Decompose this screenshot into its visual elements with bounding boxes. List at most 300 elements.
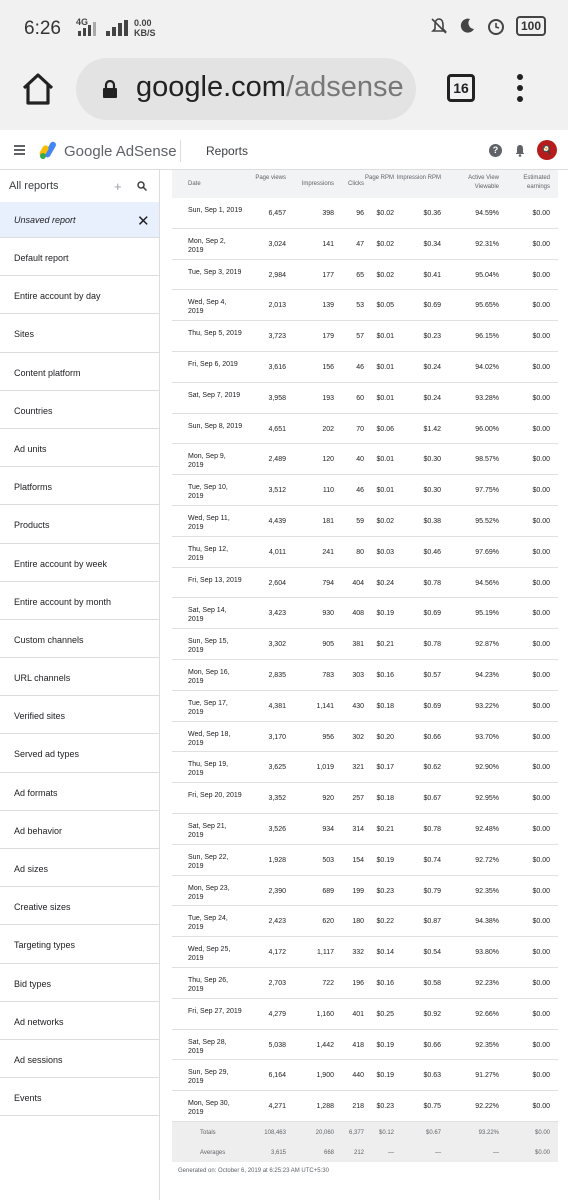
network-speed xyxy=(134,18,156,38)
table-cell: $0.02 xyxy=(376,240,394,248)
table-cell: $0.01 xyxy=(376,394,394,402)
table-cell: $0.02 xyxy=(376,210,394,217)
table-cell: $0.19 xyxy=(376,1041,394,1049)
table-cell: 46 xyxy=(356,363,364,371)
lock-icon xyxy=(102,80,118,98)
table-cell: 2,984 xyxy=(268,271,286,279)
table-cell: 2,390 xyxy=(268,887,286,895)
add-report-button[interactable]: + xyxy=(114,179,122,194)
totals-value: 93.22% xyxy=(478,1130,499,1136)
mute-icon xyxy=(430,17,448,35)
sidebar-item[interactable]: Targeting types xyxy=(0,925,159,963)
averages-label: Averages xyxy=(200,1150,226,1156)
table-cell: 57 xyxy=(356,333,364,341)
table-cell: 2,604 xyxy=(268,579,286,587)
table-cell: $0.00 xyxy=(532,333,550,341)
table-cell: $0.22 xyxy=(376,918,394,926)
cell-date: Sun, Sep 29, 2019 xyxy=(188,1069,229,1086)
table-cell: 1,141 xyxy=(316,702,334,710)
table-row xyxy=(172,198,558,229)
table-row xyxy=(172,999,558,1030)
table-row xyxy=(172,968,558,999)
table-cell: $0.00 xyxy=(532,487,550,495)
table-row xyxy=(172,752,558,783)
table-cell: 4,439 xyxy=(268,517,286,525)
table-cell: $0.69 xyxy=(423,702,441,710)
sidebar-header xyxy=(0,170,159,202)
sidebar-item[interactable]: Entire account by day xyxy=(0,276,159,314)
table-cell: 97.75% xyxy=(475,487,499,495)
averages-value: — xyxy=(493,1150,499,1156)
url-path: /adsense xyxy=(285,71,404,103)
table-cell: 4,011 xyxy=(269,548,286,556)
table-cell: 110 xyxy=(322,487,334,495)
totals-value: $0.00 xyxy=(534,1130,550,1136)
cell-date: Mon, Sep 9, 2019 xyxy=(188,453,226,470)
table-cell: $0.00 xyxy=(532,641,550,649)
table-cell: $0.87 xyxy=(423,918,441,926)
cell-date: Mon, Sep 23, 2019 xyxy=(188,884,230,901)
table-row xyxy=(172,414,558,445)
browser-menu-icon[interactable] xyxy=(516,74,524,106)
table-cell: 196 xyxy=(352,979,364,987)
table-cell: 4,271 xyxy=(268,1103,286,1111)
sidebar-item[interactable]: Default report xyxy=(0,238,159,276)
table-cell: 302 xyxy=(352,733,364,741)
table-cell: 3,616 xyxy=(268,363,286,371)
table-cell: 4,172 xyxy=(268,949,286,957)
table-cell: $0.19 xyxy=(376,1072,394,1080)
table-cell: 905 xyxy=(322,641,334,649)
table-cell: $0.00 xyxy=(532,825,550,833)
table-cell: 95.19% xyxy=(475,610,499,618)
cell-date: Thu, Sep 5, 2019 xyxy=(188,330,242,338)
table-cell: 783 xyxy=(322,671,334,679)
totals-value: 108,463 xyxy=(264,1130,286,1136)
averages-value: 212 xyxy=(353,1150,364,1156)
table-cell: $0.62 xyxy=(423,764,441,772)
averages-value: — xyxy=(435,1150,441,1156)
cell-date: Thu, Sep 26, 2019 xyxy=(188,976,229,993)
search-icon[interactable] xyxy=(137,181,147,191)
sidebar-item[interactable]: Ad units xyxy=(0,429,159,467)
table-cell: $0.00 xyxy=(532,210,550,217)
table-cell: $0.18 xyxy=(376,702,394,710)
sidebar-item-unsaved-report[interactable] xyxy=(0,202,159,238)
cell-date: Sun, Sep 8, 2019 xyxy=(188,422,243,430)
table-cell: 47 xyxy=(356,240,364,248)
cell-date: Fri, Sep 6, 2019 xyxy=(188,360,238,368)
sidebar-item[interactable]: Ad sizes xyxy=(0,849,159,887)
cell-date: Fri, Sep 27, 2019 xyxy=(188,1007,242,1015)
table-cell: 257 xyxy=(352,795,364,803)
table-row xyxy=(172,814,558,845)
table-cell: 59 xyxy=(356,517,364,525)
table-cell: $0.24 xyxy=(423,363,441,371)
column-header[interactable]: Date xyxy=(188,181,201,187)
table-cell: $0.30 xyxy=(423,487,441,495)
battery-indicator: 100 xyxy=(516,16,546,36)
column-header[interactable]: Clicks xyxy=(348,181,364,187)
table-cell: $0.38 xyxy=(423,517,441,525)
table-row xyxy=(172,906,558,937)
table-row xyxy=(172,1091,558,1122)
table-cell: $0.00 xyxy=(532,548,550,556)
table-cell: $0.16 xyxy=(376,671,394,679)
table-row xyxy=(172,537,558,568)
table-cell: 156 xyxy=(322,363,334,371)
help-icon[interactable]: ? xyxy=(489,144,502,157)
table-row xyxy=(172,352,558,383)
table-cell: $0.02 xyxy=(376,517,394,525)
table-cell: 92.95% xyxy=(475,795,499,803)
table-cell: 94.38% xyxy=(475,918,499,926)
table-cell: 181 xyxy=(322,517,334,525)
unsaved-report-label: Unsaved report xyxy=(14,215,76,225)
browser-toolbar xyxy=(0,58,568,130)
table-cell: $0.19 xyxy=(376,610,394,618)
alarm-icon xyxy=(486,16,506,36)
cell-date: Wed, Sep 11, 2019 xyxy=(188,514,230,531)
sidebar-item[interactable]: Creative sizes xyxy=(0,887,159,925)
table-cell: $0.21 xyxy=(376,825,394,833)
table-row xyxy=(172,722,558,753)
cell-date: Sat, Sep 14, 2019 xyxy=(188,607,227,624)
table-cell: 92.23% xyxy=(475,979,499,987)
cell-date: Sat, Sep 28, 2019 xyxy=(188,1038,227,1055)
cell-date: Sun, Sep 22, 2019 xyxy=(188,853,229,870)
speed-value: 0.00 xyxy=(134,18,152,28)
table-cell: 95.52% xyxy=(475,517,499,525)
signal-icon xyxy=(78,22,100,36)
totals-value: $0.67 xyxy=(425,1130,441,1136)
table-cell: $0.69 xyxy=(423,302,441,310)
table-cell: $0.66 xyxy=(423,733,441,741)
table-cell: $0.00 xyxy=(532,610,550,618)
table-cell: 408 xyxy=(352,610,364,618)
report-table-area xyxy=(160,170,568,1200)
table-cell: 1,288 xyxy=(316,1103,334,1111)
sidebar-item[interactable]: Verified sites xyxy=(0,696,159,734)
table-row xyxy=(172,937,558,968)
table-cell: 95.65% xyxy=(475,302,499,310)
table-cell: 3,170 xyxy=(268,733,286,741)
table-cell: $0.00 xyxy=(532,918,550,926)
table-cell: 4,651 xyxy=(268,425,286,433)
cell-date: Thu, Sep 12, 2019 xyxy=(188,545,229,562)
table-cell: $0.75 xyxy=(423,1103,441,1111)
table-cell: 60 xyxy=(356,394,364,402)
table-cell: 1,442 xyxy=(316,1041,334,1049)
table-cell: $0.58 xyxy=(423,979,441,987)
table-cell: 95.04% xyxy=(475,271,499,279)
notifications-icon[interactable] xyxy=(514,144,526,157)
table-cell: $0.02 xyxy=(376,271,394,279)
sidebar-item[interactable]: Platforms xyxy=(0,467,159,505)
table-cell: $0.00 xyxy=(532,702,550,710)
sidebar-item[interactable]: Ad sessions xyxy=(0,1040,159,1078)
cell-date: Fri, Sep 20, 2019 xyxy=(188,792,242,800)
reports-sidebar xyxy=(0,170,160,1200)
table-cell: $0.41 xyxy=(423,271,441,279)
table-cell: 440 xyxy=(352,1072,364,1080)
table-cell: 98.57% xyxy=(475,456,499,464)
table-cell: $0.01 xyxy=(376,487,394,495)
table-cell: 418 xyxy=(352,1041,364,1049)
table-cell: 97.69% xyxy=(475,548,499,556)
status-bar xyxy=(0,0,568,58)
table-cell: $0.00 xyxy=(532,1010,550,1018)
table-cell: 314 xyxy=(352,825,364,833)
moon-icon xyxy=(458,17,476,35)
column-header[interactable]: Impressions xyxy=(301,181,334,187)
table-row xyxy=(172,1060,558,1091)
brand-name: Google AdSense xyxy=(64,143,177,160)
table-cell: 199 xyxy=(352,887,364,895)
table-cell: $0.24 xyxy=(376,579,394,587)
totals-value: 20,060 xyxy=(315,1130,334,1136)
totals-label: Totals xyxy=(200,1130,216,1136)
cell-date: Sun, Sep 1, 2019 xyxy=(188,207,243,214)
table-cell: $0.00 xyxy=(532,363,550,371)
table-cell: $0.25 xyxy=(376,1010,394,1018)
table-cell: $0.23 xyxy=(423,333,441,341)
averages-value: — xyxy=(388,1150,394,1156)
cell-date: Thu, Sep 19, 2019 xyxy=(188,761,229,778)
table-cell: 177 xyxy=(322,271,334,279)
table-cell: $0.00 xyxy=(532,733,550,741)
table-cell: $0.00 xyxy=(532,1103,550,1111)
network-type: 4G xyxy=(76,17,89,27)
table-cell: $0.14 xyxy=(376,949,394,957)
table-cell: 141 xyxy=(322,240,334,248)
column-header[interactable]: Page RPM xyxy=(364,175,394,181)
table-cell: 193 xyxy=(322,394,334,402)
table-cell: $0.00 xyxy=(532,979,550,987)
averages-row xyxy=(172,1146,558,1162)
sidebar-item[interactable]: Events xyxy=(0,1078,159,1116)
table-cell: 430 xyxy=(352,702,364,710)
table-cell: 1,900 xyxy=(316,1072,334,1080)
sidebar-item[interactable]: Entire account by month xyxy=(0,582,159,620)
sidebar-item[interactable]: Custom channels xyxy=(0,620,159,658)
table-cell: $0.24 xyxy=(423,394,441,402)
table-cell: 93.70% xyxy=(475,733,499,741)
table-cell: $0.18 xyxy=(376,795,394,803)
table-cell: 92.22% xyxy=(475,1103,499,1111)
table-cell: $0.00 xyxy=(532,456,550,464)
table-cell: 93.28% xyxy=(475,394,499,402)
table-cell: 180 xyxy=(352,918,364,926)
table-cell: $0.78 xyxy=(423,641,441,649)
sidebar-item[interactable]: Sites xyxy=(0,314,159,352)
table-cell: 4,279 xyxy=(268,1010,286,1018)
table-cell: $0.05 xyxy=(376,302,394,310)
averages-value: 668 xyxy=(323,1150,334,1156)
table-row xyxy=(172,383,558,414)
table-cell: 2,423 xyxy=(268,918,286,926)
table-cell: 120 xyxy=(322,456,334,464)
table-cell: 94.23% xyxy=(475,671,499,679)
table-cell: $0.34 xyxy=(423,240,441,248)
table-cell: $0.16 xyxy=(376,979,394,987)
cell-date: Fri, Sep 13, 2019 xyxy=(188,576,242,584)
table-cell: 2,013 xyxy=(268,302,286,310)
address-bar[interactable] xyxy=(76,58,416,120)
table-cell: 202 xyxy=(322,425,334,433)
table-cell: 2,489 xyxy=(268,456,286,464)
table-cell: 3,024 xyxy=(268,240,286,248)
table-cell: $0.69 xyxy=(423,610,441,618)
table-cell: 4,381 xyxy=(268,702,286,710)
hamburger-menu-icon[interactable] xyxy=(14,145,25,154)
table-cell: $0.06 xyxy=(376,425,394,433)
table-cell: 94.02% xyxy=(475,363,499,371)
table-cell: 53 xyxy=(356,302,364,310)
page-title: Reports xyxy=(206,144,249,158)
sidebar-item[interactable]: URL channels xyxy=(0,658,159,696)
sidebar-item[interactable]: Ad behavior xyxy=(0,811,159,849)
speed-unit: KB/S xyxy=(134,28,156,38)
table-row xyxy=(172,475,558,506)
status-time: 6:26 xyxy=(24,18,61,39)
status-icons xyxy=(430,16,546,36)
sidebar-list xyxy=(0,238,159,1116)
table-cell: $0.66 xyxy=(423,1041,441,1049)
totals-value: 6,377 xyxy=(348,1130,364,1136)
totals-row xyxy=(172,1122,558,1146)
table-cell: 3,302 xyxy=(268,641,286,649)
table-cell: 6,164 xyxy=(268,1072,286,1080)
table-body xyxy=(172,198,558,1122)
column-header[interactable]: Impression RPM xyxy=(396,175,441,181)
table-cell: $0.00 xyxy=(532,1041,550,1049)
table-cell: $0.19 xyxy=(376,856,394,864)
table-cell: $0.01 xyxy=(376,363,394,371)
table-cell: 96 xyxy=(356,210,364,217)
table-cell: 139 xyxy=(322,302,334,310)
table-cell: $0.03 xyxy=(376,548,394,556)
sidebar-item[interactable]: Served ad types xyxy=(0,734,159,772)
table-row xyxy=(172,1030,558,1061)
table-cell: 3,526 xyxy=(268,825,286,833)
table-row xyxy=(172,629,558,660)
column-header[interactable]: Active View Viewable xyxy=(468,175,499,190)
sidebar-item[interactable]: Ad formats xyxy=(0,773,159,811)
table-cell: 3,352 xyxy=(268,795,286,803)
table-row xyxy=(172,260,558,291)
table-cell: 94.59% xyxy=(475,210,499,217)
table-row xyxy=(172,783,558,814)
table-row xyxy=(172,660,558,691)
table-cell: $0.00 xyxy=(532,579,550,587)
table-cell: $0.17 xyxy=(376,764,394,772)
table-cell: $0.54 xyxy=(423,949,441,957)
table-cell: $0.00 xyxy=(532,517,550,525)
table-cell: 154 xyxy=(352,856,364,864)
table-cell: 934 xyxy=(322,825,334,833)
table-cell: 92.87% xyxy=(475,641,499,649)
column-header[interactable]: Page views xyxy=(255,175,286,181)
table-cell: 321 xyxy=(352,764,364,772)
table-cell: 620 xyxy=(322,918,334,926)
cell-date: Sat, Sep 7, 2019 xyxy=(188,391,241,399)
table-cell: 2,703 xyxy=(268,979,286,987)
sidebar-item[interactable]: Products xyxy=(0,505,159,543)
table-cell: $0.92 xyxy=(423,1010,441,1018)
table-cell: $1.42 xyxy=(423,425,441,433)
table-cell: 794 xyxy=(322,579,334,587)
table-cell: 80 xyxy=(356,548,364,556)
table-cell: 92.48% xyxy=(475,825,499,833)
table-cell: 46 xyxy=(356,487,364,495)
table-cell: $0.79 xyxy=(423,887,441,895)
sidebar-item[interactable]: Bid types xyxy=(0,964,159,1002)
sidebar-title: All reports xyxy=(9,180,59,192)
table-cell: $0.78 xyxy=(423,825,441,833)
sidebar-item[interactable]: Content platform xyxy=(0,353,159,391)
table-cell: 6,457 xyxy=(268,210,286,217)
table-cell: 401 xyxy=(352,1010,364,1018)
table-cell: 65 xyxy=(356,271,364,279)
table-row xyxy=(172,598,558,629)
cell-date: Tue, Sep 17, 2019 xyxy=(188,699,228,716)
table-cell: 930 xyxy=(322,610,334,618)
home-icon[interactable] xyxy=(20,72,56,106)
table-cell: 92.35% xyxy=(475,887,499,895)
sidebar-item[interactable]: Entire account by week xyxy=(0,544,159,582)
table-cell: 96.00% xyxy=(475,425,499,433)
table-cell: $0.00 xyxy=(532,1072,550,1080)
table-cell: 241 xyxy=(322,548,334,556)
cell-date: Mon, Sep 30, 2019 xyxy=(188,1100,230,1117)
table-cell: 1,019 xyxy=(316,764,334,772)
table-cell: 303 xyxy=(352,671,364,679)
avatar[interactable]: 🍳 xyxy=(537,140,557,160)
table-cell: 3,512 xyxy=(268,487,286,495)
url-text xyxy=(136,71,404,104)
table-cell: $0.21 xyxy=(376,641,394,649)
table-cell: 70 xyxy=(356,425,364,433)
table-cell: $0.30 xyxy=(423,456,441,464)
table-cell: 92.90% xyxy=(475,764,499,772)
table-cell: 91.27% xyxy=(475,1072,499,1080)
sidebar-item[interactable]: Ad networks xyxy=(0,1002,159,1040)
table-cell: 3,723 xyxy=(268,333,286,341)
table-cell: 3,625 xyxy=(268,764,286,772)
table-cell: $0.00 xyxy=(532,240,550,248)
table-cell: 503 xyxy=(322,856,334,864)
table-cell: $0.67 xyxy=(423,795,441,803)
tab-switcher-button[interactable]: 16 xyxy=(447,74,475,102)
table-cell: 94.56% xyxy=(475,579,499,587)
cell-date: Mon, Sep 2, 2019 xyxy=(188,237,226,254)
sidebar-item[interactable]: Countries xyxy=(0,391,159,429)
column-header[interactable]: Estimated earnings xyxy=(523,175,550,190)
close-icon[interactable]: ✕ xyxy=(137,213,150,230)
table-cell: $0.00 xyxy=(532,394,550,402)
signal-icon-2 xyxy=(106,20,130,36)
table-cell: 722 xyxy=(322,979,334,987)
cell-date: Tue, Sep 24, 2019 xyxy=(188,915,228,932)
totals-value: $0.12 xyxy=(378,1130,394,1136)
table-cell: 3,958 xyxy=(268,394,286,402)
table-cell: $0.78 xyxy=(423,579,441,587)
table-cell: $0.00 xyxy=(532,949,550,957)
table-cell: $0.00 xyxy=(532,856,550,864)
table-cell: 92.31% xyxy=(475,240,499,248)
table-cell: 332 xyxy=(352,949,364,957)
